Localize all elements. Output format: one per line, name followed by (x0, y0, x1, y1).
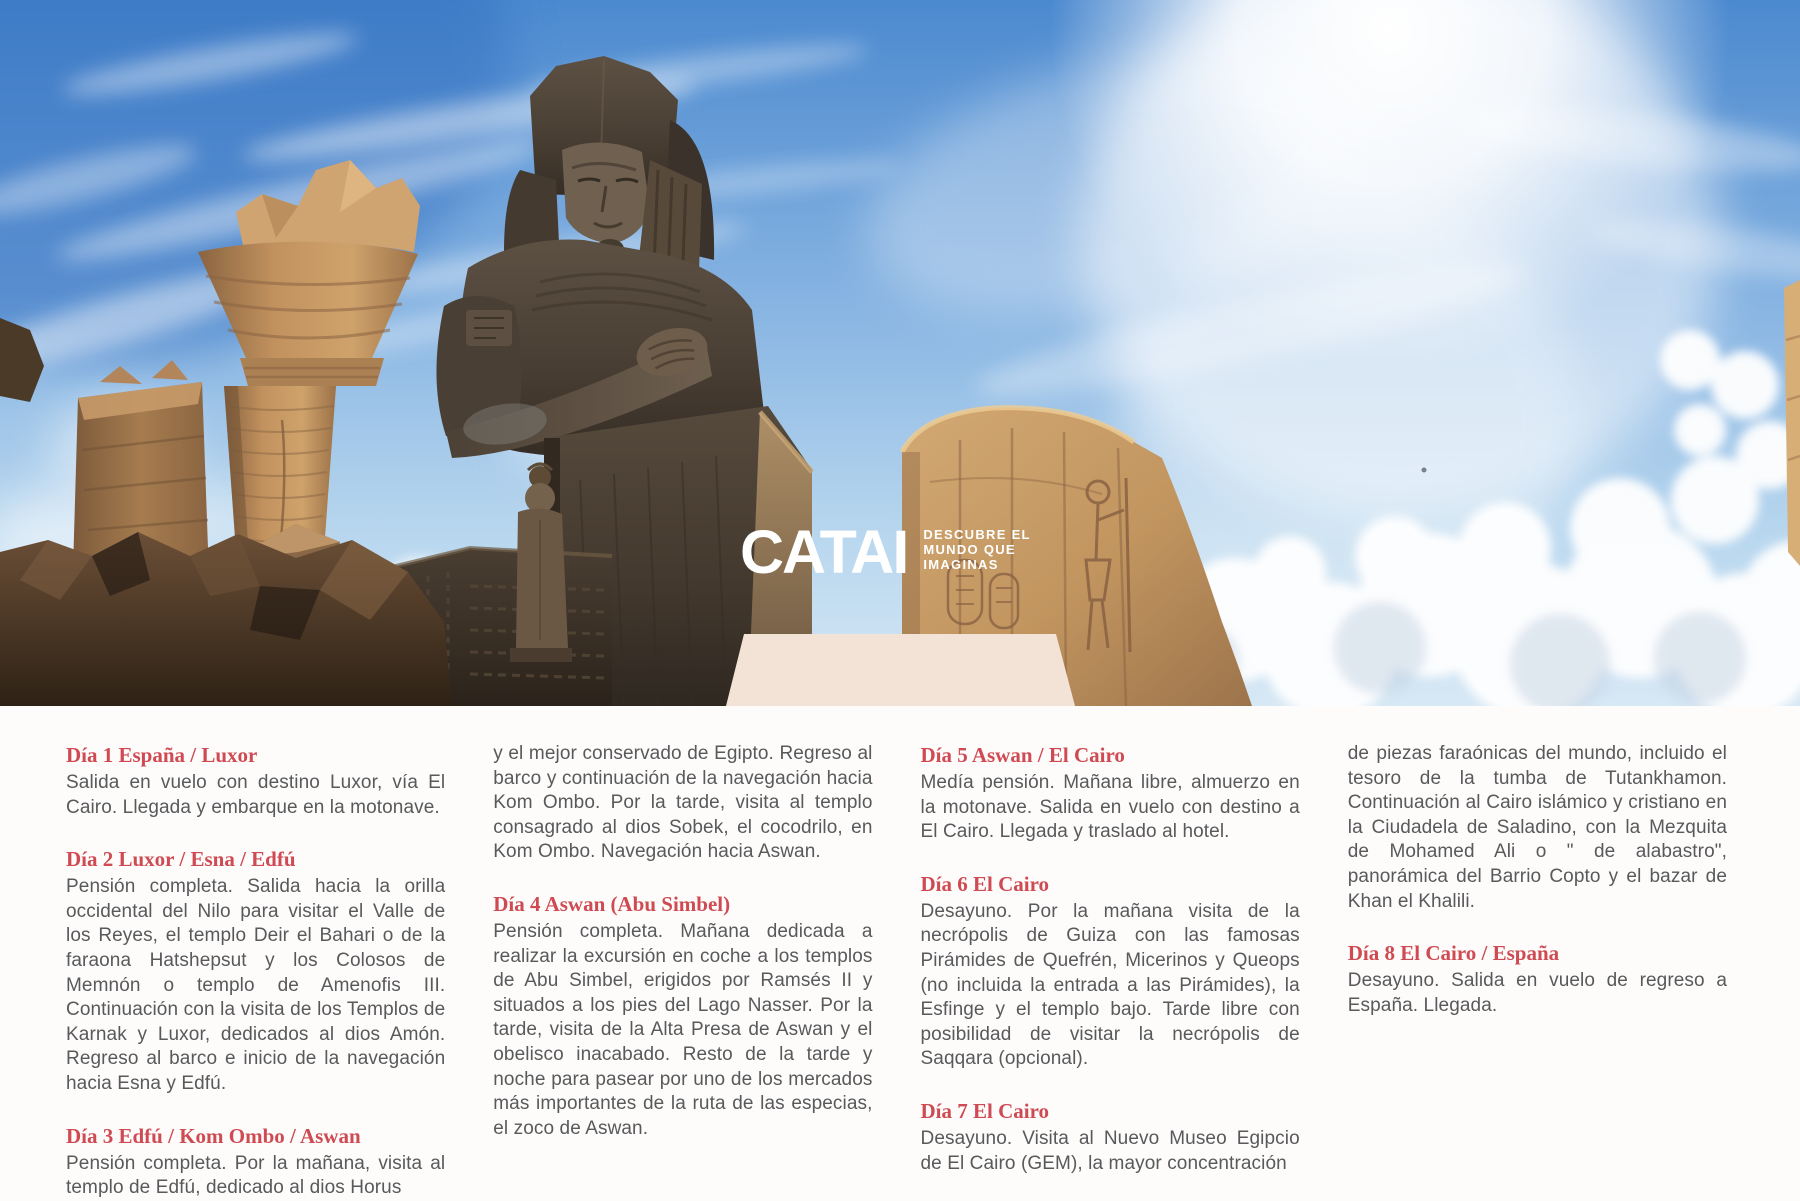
day-title: Día 7 El Cairo (920, 1098, 1050, 1123)
tagline-line-3: IMAGINAS (923, 557, 999, 572)
catai-tagline (923, 527, 1030, 572)
tagline-line-1: DESCUBRE EL (923, 527, 1031, 542)
itinerary-column-3 (921, 742, 1300, 1201)
itinerary-day-2 (66, 846, 445, 1096)
itinerary-column-4 (1348, 742, 1727, 1201)
catai-logo (740, 518, 1031, 586)
day-body: Medía pensión. Mañana libre, almuerzo en la motonave. Salida en vuelo con destino a El Cairo. Llegada y traslado al hotel. (920, 772, 1300, 843)
itinerary-day-7 (921, 1098, 1300, 1176)
itinerary-day-3 (66, 1123, 445, 1201)
day-title: Día 1 España / Luxor (66, 743, 258, 767)
itinerary-column-1 (66, 742, 445, 1201)
day-title: Día 8 El Cairo / España (1347, 941, 1560, 966)
itinerary-day-7-continuation (1348, 742, 1727, 914)
beige-trapezoid-panel (726, 634, 1075, 706)
day-body: Desayuno. Salida en vuelo de regreso a España. Llegada. (1347, 970, 1727, 1016)
day-body: Salida en vuelo con destino Luxor, vía El Cairo. Llegada y embarque en la motonave. (66, 772, 446, 818)
day-body: Desayuno. Visita al Nuevo Museo Egipcio de El Cairo (GEM), la mayor concentración (920, 1127, 1300, 1174)
itinerary-day-8 (1348, 940, 1727, 1018)
day-title: Día 6 El Cairo (920, 871, 1050, 896)
day-body: Desayuno. Por la mañana visita de la necrópolis de Guiza con las famosas Pirámides de Quefrén, Micerinos y Queops (no incluida la entrada a las Pirámides), la Esfinge y el templo bajo. Tarde libre con posibilidad de visitar la necrópolis de Saqqara (opcional). (920, 900, 1300, 1070)
tagline-line-2: MUNDO QUE (923, 542, 1016, 557)
day-title: Día 2 Luxor / Esna / Edfú (66, 847, 296, 872)
day-title: Día 3 Edfú / Kom Ombo / Aswan (66, 1123, 361, 1148)
bird-speck (1422, 468, 1427, 473)
day-body: Pensión completa. Mañana dedicada a realizar la excursión en coche a los templos de Abu Simbel, erigidos por Ramsés II y situados a los pies del Lago Nasser. Por la tarde, visita de la Alta Presa de Aswan y el obelisco inacabado. Resto de la tarde y noche para pasear por uno de los mercados más importantes de la ruta de las especias, el zoco de Aswan. (493, 920, 873, 1139)
itinerary-day-6 (921, 871, 1300, 1072)
day-body: Pensión completa. Salida hacia la orilla occidental del Nilo para visitar el Valle de los Reyes, el templo Deir el Bahari o de la faraona Hatshepsut y los Colosos de Memnón o templo de Amenofis III. Continuación con la visita de los Templos de Karnak y Luxor, dedicados al dios Amón. Regreso al barco e inicio de la navegación hacia Esna y Edfú. (66, 876, 446, 1094)
itinerary-columns (66, 742, 1727, 1201)
day-title: Día 5 Aswan / El Cairo (920, 743, 1125, 767)
itinerary-column-2 (493, 742, 872, 1201)
itinerary-day-3-continuation (493, 742, 872, 865)
itinerary (0, 706, 1800, 1200)
itinerary-day-5 (921, 742, 1300, 845)
day-body: de piezas faraónicas del mundo, incluido el tesoro de la tumba de Tutankhamon. Continuación al Cairo islámico y cristiano en la Ciudadela de Saladino, con la Mezquita de Mohamed Ali o " de alabastro", panorámica del Barrio Copto y el bazar de Khan el Khalili. (1347, 743, 1727, 912)
catai-logo-text: CATAI (740, 518, 908, 586)
day-title: Día 4 Aswan (Abu Simbel) (493, 891, 731, 916)
itinerary-day-1 (66, 742, 445, 820)
day-body: y el mejor conservado de Egipto. Regreso al barco y continuación de la navegación hacia Kom Ombo. Por la tarde, visita al templo consagrado al dios Sobek, el cocodrilo, en Kom Ombo. Navegación hacia Aswan. (493, 743, 873, 863)
itinerary-day-4 (493, 891, 872, 1141)
day-body: Pensión completa. Por la mañana, visita al templo de Edfú, dedicado al dios Horus (66, 1152, 446, 1199)
